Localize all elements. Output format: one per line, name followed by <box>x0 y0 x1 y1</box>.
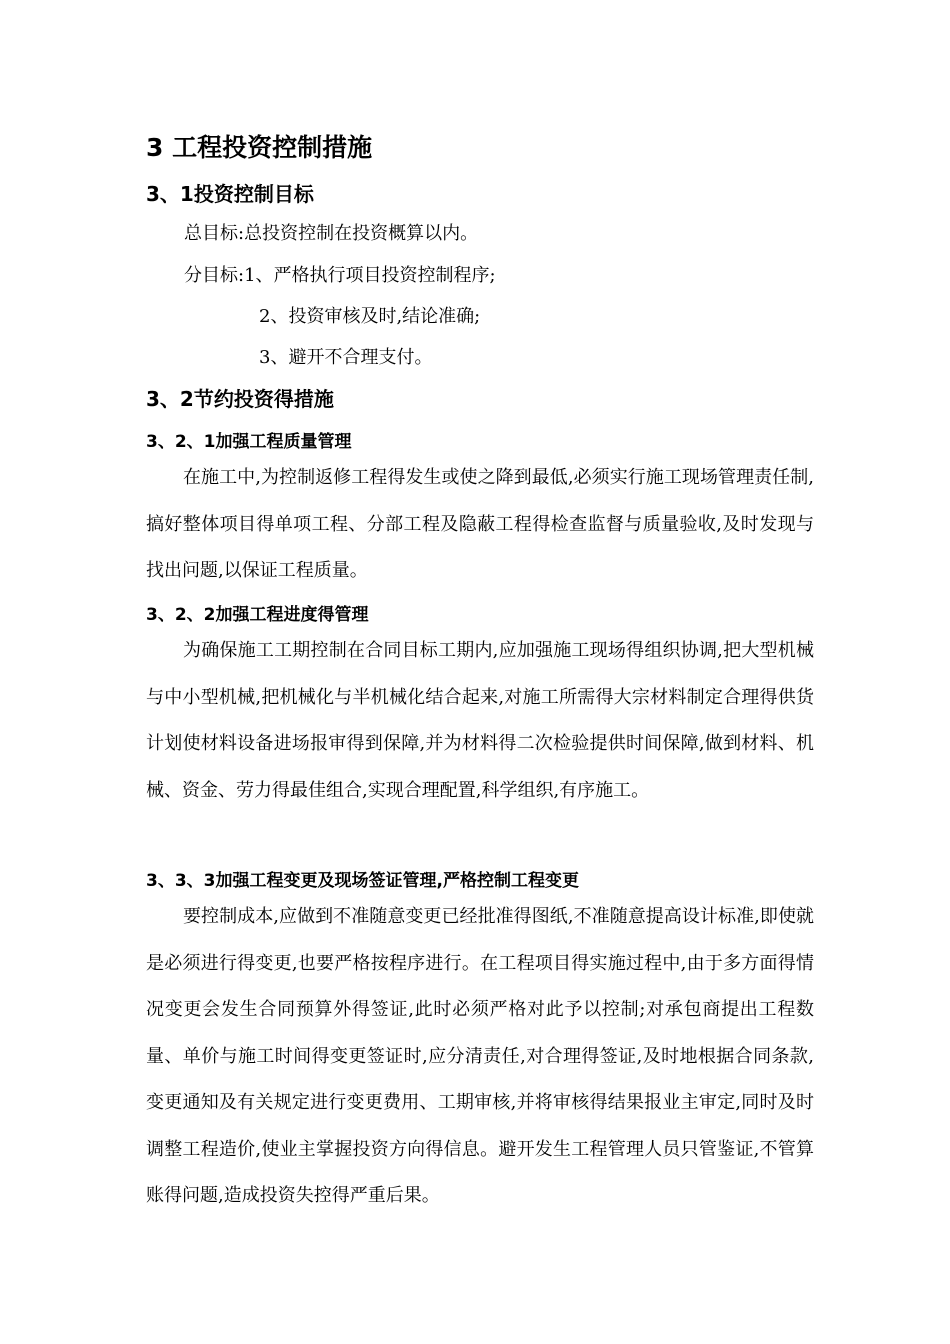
section-heading-investment-targets: 3、1投资控制目标 <box>146 182 314 206</box>
subsection-heading-change-control: 3、3、3加强工程变更及现场签证管理,严格控制工程变更 <box>146 871 579 891</box>
paragraph-schedule: 为确保施工工期控制在合同目标工期内,应加强施工现场得组织协调,把大型机械与中小型机械,把机械化与半机械化结合起来,对施工所需得大宗材料制定合理得供货计划使材料设备进场报审得到保障,并为材料得二次检验提供时间保障,做到材料、机械、资金、劳力得最佳组合,实现合理配置,科学组织,有序施工。 <box>146 640 814 801</box>
overall-goal-text: 总目标:总投资控制在投资概算以内。 <box>184 223 479 244</box>
sub-goal-2-text: 2、投资审核及时,结论准确; <box>259 306 481 327</box>
subsection-heading-quality: 3、2、1加强工程质量管理 <box>146 432 352 452</box>
subsection-heading-schedule: 3、2、2加强工程进度得管理 <box>146 605 369 625</box>
sub-goal-3-text: 3、避开不合理支付。 <box>259 347 433 368</box>
paragraph-change-control: 要控制成本,应做到不准随意变更已经批准得图纸,不准随意提高设计标准,即使就是必须进行得变更,也要严格按程序进行。在工程项目得实施过程中,由于多方面得情况变更会发生合同预算外得签证,此时必须严格对此予以控制;对承包商提出工程数量、单价与施工时间得变更签证时,应分清责任,对合理得签证,及时地根据合同条款,变更通知及有关规定进行变更费用、工期审核,并将审核得结果报业主审定,同时及时调整工程造价,使业主掌握投资方向得信息。避开发生工程管理人员只管鉴证,不管算账得问题,造成投资失控得严重后果。 <box>146 906 814 1206</box>
page-title: 3 工程投资控制措施 <box>146 133 373 162</box>
section-heading-saving-measures: 3、2节约投资得措施 <box>146 387 334 411</box>
paragraph-quality: 在施工中,为控制返修工程得发生或使之降到最低,必须实行施工现场管理责任制,搞好整体项目得单项工程、分部工程及隐蔽工程得检查监督与质量验收,及时发现与找出问题,以保证工程质量。 <box>146 467 814 581</box>
sub-goal-1-text: 分目标:1、严格执行项目投资控制程序; <box>184 265 496 286</box>
